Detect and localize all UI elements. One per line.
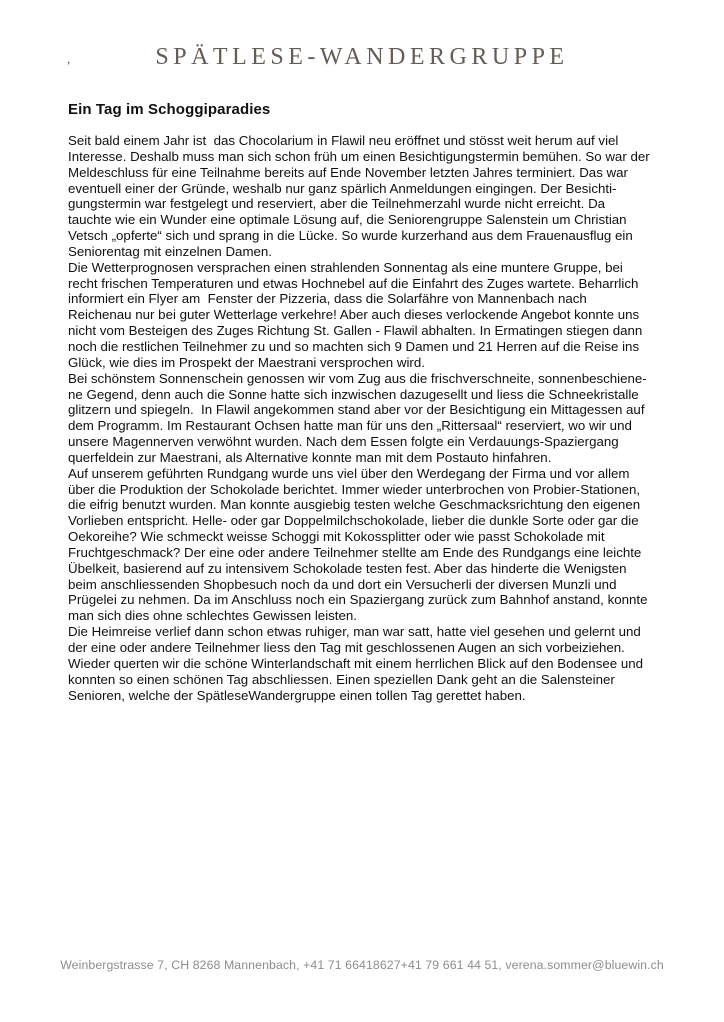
body-text-line: man sich dies ohne schlechtes Gewissen leisten. — [68, 608, 357, 624]
body-text-line: Meldeschluss für eine Teilnahme bereits auf Ende November letzten Jahres terminiert. Das war — [68, 164, 628, 180]
body-text-line: dem Programm. Im Restaurant Ochsen hatte man für uns den „Rittersaal“ reserviert, wo wir und — [68, 418, 632, 434]
body-text-line: Interesse. Deshalb muss man sich schon früh um einen Besichtigungstermin bemühen. So war der — [68, 148, 650, 164]
body-text-line: Seit bald einem Jahr ist das Chocolarium in Flawil neu eröffnet und stösst weit herum auf viel — [68, 133, 619, 148]
body-text-line: noch die restlichen Teilnehmer zu und so machten sich 9 Damen und 21 Herren auf die Reise ins — [68, 338, 640, 354]
body-text-line: Bei schönstem Sonnenschein genossen wir vom Zug aus die frischverschneite, sonnenbeschiene- — [68, 370, 647, 386]
body-text-line: recht frischen Temperaturen und etwas Hochnebel auf die Einfahrt des Zuges wartete. Beharrlich — [68, 275, 639, 291]
body-text-line: tauchte wie ein Wunder eine optimale Lösung auf, die Seniorengruppe Salenstein um Christian — [68, 212, 627, 228]
body-text-line: Vetsch „opferte“ sich und sprang in die Lücke. So wurde kurzerhand aus dem Frauenausflug ein — [68, 228, 633, 244]
body-text-line: querfeldein zur Maestrani, als Alternative konnte man mit dem Postauto hinfahren. — [68, 449, 552, 465]
body-text-line: konnten so einen schönen Tag abschliessen. Einen speziellen Dank geht an die Salensteiner — [68, 671, 615, 687]
body-text-line: Die Heimreise verlief dann schon etwas ruhiger, man war satt, hatte viel gesehen und gelernt und — [68, 624, 641, 640]
body-text-line: über die Produktion der Schokolade berichtet. Immer wieder unterbrochen von Probier-Stationen, — [68, 481, 641, 497]
body-text-line: ne Gegend, denn auch die Sonne hatte sich inzwischen dazugesellt und liess die Schneekristalle — [68, 386, 639, 402]
body-text-line: Reichenau nur bei guter Wetterlage verkehre! Aber auch dieses verlockende Angebot konnte uns — [68, 307, 640, 323]
body-text-line: nicht vom Besteigen des Zuges Richtung St. Gallen - Flawil abhalten. In Ermatingen stiegen dann — [68, 323, 643, 339]
body-text-line: die eifrig benutzt wurden. Man konnte ausgiebig testen welche Geschmacksrichtung den eigenen — [68, 497, 641, 513]
body-text-line: Senioren, welche der SpätleseWandergruppe einen tollen Tag gerettet haben. — [68, 687, 526, 703]
body-text-line: glitzern und spiegeln. In Flawil angekommen stand aber vor der Besichtigung ein Mittagessen auf — [68, 402, 645, 418]
body-text-line: beim anschliessenden Shopbesuch noch da und dort ein Versucherli der diversen Munzli und — [68, 576, 617, 592]
body-text-line: Übelkeit, basierend auf zu intensivem Schokolade testen fest. Aber das hinderte die Wenigsten — [68, 560, 627, 576]
body-text-line: Seniorentag mit einzelnen Damen. — [68, 243, 273, 259]
body-text-line: Glück, wie dies im Prospekt der Maestrani versprochen wird. — [68, 354, 425, 370]
body-text-line: gungstermin war festgelegt und reserviert, aber die Teilnehmerzahl wurde nicht erreicht. Da — [68, 196, 606, 212]
stray-mark: , — [67, 52, 71, 66]
body-text-line: Wieder querten wir die schöne Winterlandschaft mit einem herrlichen Blick auf den Bodensee und — [68, 655, 644, 671]
body-text-line: Fruchtgeschmack? Der eine oder andere Teilnehmer stellte am Ende des Rundgangs eine leichte — [68, 544, 642, 560]
body-text-line: informiert ein Flyer am Fenster der Pizzeria, dass die Solarfähre von Mannenbach nach — [68, 291, 587, 307]
body-text-line: Oekoreihe? Wie schmeckt weisse Schoggi mit Kokossplitter oder wie passt Schokolade mit — [68, 529, 605, 545]
body-text-line: unsere Magennerven verwöhnt wurden. Nach dem Essen folgte ein Verdauungs-Spaziergang — [68, 434, 619, 450]
body-text-line: eventuell einer der Gründe, weshalb nur ganz spärlich Anmeldungen eingingen. Der Besichti- — [68, 180, 617, 196]
body-text-line: Prügelei zu nehmen. Da im Anschluss noch ein Spaziergang zurück zum Bahnhof anstand, konnte — [68, 592, 648, 608]
body-text-line: Die Wetterprognosen versprachen einen strahlenden Sonnentag als eine muntere Gruppe, bei — [68, 259, 623, 275]
article-body — [68, 133, 708, 703]
article-heading: Ein Tag im Schoggiparadies — [68, 101, 271, 118]
body-text-line: der eine oder andere Teilnehmer liess den Tag mit geschlossenen Augen an sich vorbeiziehen. — [68, 640, 625, 655]
body-text-line: Vorlieben entspricht. Helle- oder gar Doppelmilchschokolade, lieber die dunkle Sorte oder gar die — [68, 513, 639, 529]
body-text-line: Auf unserem geführten Rundgang wurde uns viel über den Werdegang der Firma und vor allem — [68, 465, 630, 481]
footer-contact: Weinbergstrasse 7, CH 8268 Mannenbach, +41 71 66418627+41 79 661 44 51, verena.sommer@bluewin.ch — [60, 958, 664, 972]
page-title: SPÄTLESE-WANDERGRUPPE — [155, 44, 569, 70]
